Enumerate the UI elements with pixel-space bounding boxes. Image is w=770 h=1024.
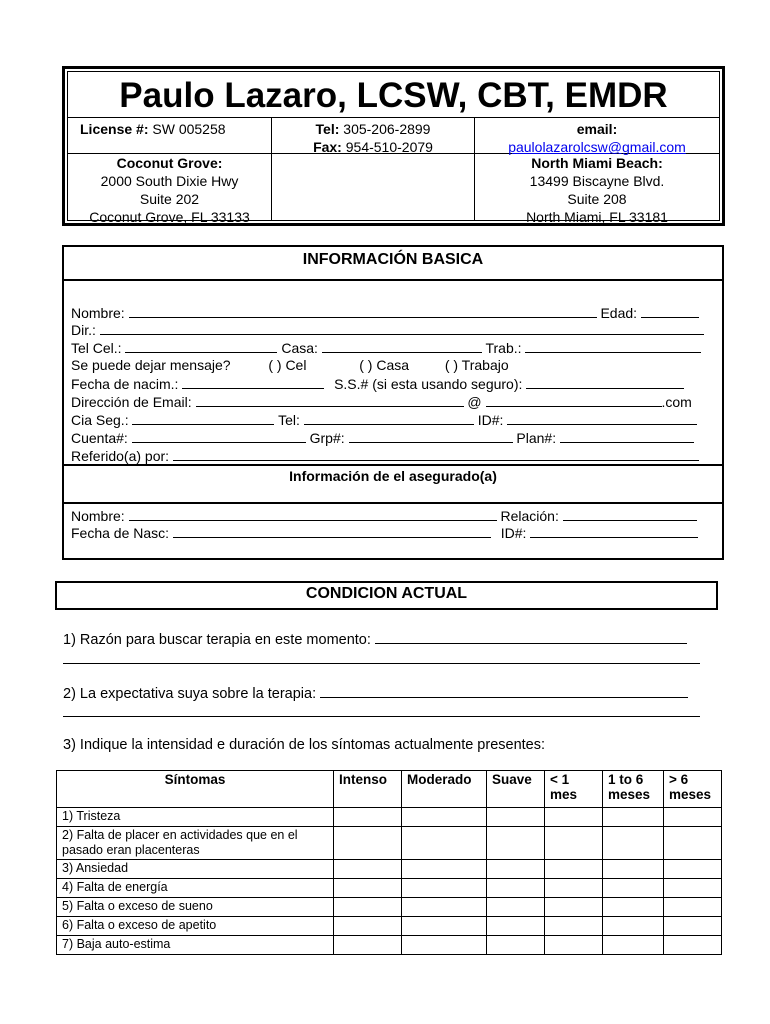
edad-field[interactable] bbox=[641, 303, 699, 318]
table-row bbox=[57, 879, 722, 898]
opt-cel-checkbox[interactable]: ( ) Cel bbox=[268, 357, 307, 373]
check-cell[interactable] bbox=[487, 860, 545, 879]
tel-cel-label: Tel Cel.: bbox=[71, 340, 122, 356]
cia-seg-label: Cia Seg.: bbox=[71, 412, 129, 428]
email-input-label: Dirección de Email: bbox=[71, 394, 192, 410]
plan-label: Plan#: bbox=[516, 430, 557, 446]
check-cell[interactable] bbox=[334, 936, 402, 955]
cuenta-label: Cuenta#: bbox=[71, 430, 128, 446]
question-2-field[interactable] bbox=[320, 683, 688, 698]
symptoms-table bbox=[56, 770, 722, 955]
email-domain-field[interactable] bbox=[486, 392, 662, 407]
check-cell[interactable] bbox=[545, 879, 603, 898]
table-row bbox=[57, 808, 722, 827]
question-1: 1) Razón para buscar terapia en este momento: bbox=[63, 632, 371, 648]
check-cell[interactable] bbox=[664, 917, 722, 936]
question-2: 2) La expectativa suya sobre la terapia: bbox=[63, 686, 317, 702]
fecha-nacim-label: Fecha de nacim.: bbox=[71, 376, 179, 392]
mensaje-label: Se puede dejar mensaje? bbox=[71, 357, 231, 373]
check-cell[interactable] bbox=[487, 827, 545, 860]
check-cell[interactable] bbox=[603, 808, 664, 827]
com-suffix: .com bbox=[661, 394, 692, 410]
insured-title: Información de el asegurado(a) bbox=[289, 468, 497, 484]
referido-field[interactable] bbox=[173, 446, 699, 461]
referido-label: Referido(a) por: bbox=[71, 448, 170, 464]
check-cell[interactable] bbox=[664, 827, 722, 860]
check-cell[interactable] bbox=[603, 898, 664, 917]
office1-line1: 2000 South Dixie Hwy bbox=[100, 173, 239, 189]
header-1to6: 1 to 6 meses bbox=[603, 771, 664, 808]
table-row bbox=[57, 917, 722, 936]
check-cell[interactable] bbox=[487, 917, 545, 936]
check-cell[interactable] bbox=[545, 860, 603, 879]
insured-fecha-field[interactable] bbox=[173, 523, 491, 538]
symptom-label: 1) Tristeza bbox=[57, 808, 334, 827]
trab-field[interactable] bbox=[525, 338, 701, 353]
edad-label: Edad: bbox=[600, 305, 638, 321]
question-2-line2[interactable] bbox=[63, 716, 700, 717]
check-cell[interactable] bbox=[334, 860, 402, 879]
table-row bbox=[57, 936, 722, 955]
header-intenso: Intenso bbox=[334, 771, 402, 808]
insured-fecha-label: Fecha de Nasc: bbox=[71, 525, 170, 541]
office1-line2: Suite 202 bbox=[139, 191, 200, 207]
header-moderado: Moderado bbox=[402, 771, 487, 808]
check-cell[interactable] bbox=[334, 917, 402, 936]
check-cell[interactable] bbox=[545, 936, 603, 955]
check-cell[interactable] bbox=[545, 808, 603, 827]
grp-label: Grp#: bbox=[309, 430, 345, 446]
license-label: License #: bbox=[80, 121, 149, 137]
check-cell[interactable] bbox=[603, 936, 664, 955]
basic-info-title: INFORMACIÓN BASICA bbox=[302, 251, 484, 268]
check-cell[interactable] bbox=[603, 879, 664, 898]
fecha-nacim-field[interactable] bbox=[182, 374, 324, 389]
casa-label: Casa: bbox=[281, 340, 318, 356]
check-cell[interactable] bbox=[664, 898, 722, 917]
check-cell[interactable] bbox=[664, 936, 722, 955]
table-row bbox=[57, 860, 722, 879]
header-suave: Suave bbox=[487, 771, 545, 808]
dir-field[interactable] bbox=[100, 320, 704, 335]
fax-value: 954-510-2079 bbox=[345, 139, 433, 155]
header-lt1: < 1 mes bbox=[545, 771, 603, 808]
check-cell[interactable] bbox=[402, 917, 487, 936]
current-condition-title: CONDICION ACTUAL bbox=[305, 585, 468, 602]
check-cell[interactable] bbox=[487, 936, 545, 955]
provider-name: Paulo Lazaro, LCSW, CBT, EMDR bbox=[119, 76, 668, 115]
table-row bbox=[57, 827, 722, 860]
ss-label: S.S.# (si esta usando seguro): bbox=[334, 376, 523, 392]
tel-label: Tel: bbox=[315, 121, 340, 137]
symptom-label: 2) Falta de placer en actividades que en el pasado eran placenteras bbox=[57, 827, 334, 860]
id-field[interactable] bbox=[507, 410, 697, 425]
symptom-label: 5) Falta o exceso de sueno bbox=[57, 898, 334, 917]
office2-name: North Miami Beach: bbox=[531, 155, 663, 171]
symptom-label: 7) Baja auto-estima bbox=[57, 936, 334, 955]
insured-id-label: ID#: bbox=[500, 525, 527, 541]
nombre-field[interactable] bbox=[129, 303, 597, 318]
email-label: email: bbox=[576, 121, 618, 137]
casa-field[interactable] bbox=[322, 338, 482, 353]
license-value: SW 005258 bbox=[152, 121, 226, 137]
question-1-line2[interactable] bbox=[63, 663, 700, 664]
table-header-row bbox=[57, 771, 722, 808]
at-sign: @ bbox=[467, 394, 482, 410]
email-link[interactable]: paulolazarolcsw@gmail.com bbox=[508, 139, 686, 155]
email-user-field[interactable] bbox=[196, 392, 464, 407]
dir-label: Dir.: bbox=[71, 322, 96, 338]
check-cell[interactable] bbox=[402, 879, 487, 898]
office2-line1: 13499 Biscayne Blvd. bbox=[529, 173, 665, 189]
relacion-field[interactable] bbox=[563, 506, 697, 521]
check-cell[interactable] bbox=[334, 827, 402, 860]
insured-nombre-field[interactable] bbox=[129, 506, 497, 521]
nombre-label: Nombre: bbox=[71, 305, 125, 321]
id-label: ID#: bbox=[477, 412, 504, 428]
check-cell[interactable] bbox=[545, 917, 603, 936]
insured-id-field[interactable] bbox=[530, 523, 698, 538]
check-cell[interactable] bbox=[402, 827, 487, 860]
symptom-label: 4) Falta de energía bbox=[57, 879, 334, 898]
cia-tel-label: Tel: bbox=[278, 412, 300, 428]
office1-name: Coconut Grove: bbox=[116, 155, 223, 171]
check-cell[interactable] bbox=[402, 936, 487, 955]
cia-tel-field[interactable] bbox=[304, 410, 474, 425]
check-cell[interactable] bbox=[603, 917, 664, 936]
plan-field[interactable] bbox=[560, 428, 694, 443]
question-3: 3) Indique la intensidad e duración de los síntomas actualmente presentes: bbox=[63, 737, 546, 753]
check-cell[interactable] bbox=[334, 879, 402, 898]
table-row bbox=[57, 898, 722, 917]
office1-line3: Coconut Grove, FL 33133 bbox=[89, 209, 250, 225]
cuenta-field[interactable] bbox=[132, 428, 306, 443]
check-cell[interactable] bbox=[664, 860, 722, 879]
check-cell[interactable] bbox=[334, 808, 402, 827]
ss-field[interactable] bbox=[526, 374, 684, 389]
grp-field[interactable] bbox=[349, 428, 513, 443]
check-cell[interactable] bbox=[487, 898, 545, 917]
check-cell[interactable] bbox=[487, 879, 545, 898]
header-gt6: > 6 meses bbox=[664, 771, 722, 808]
relacion-label: Relación: bbox=[500, 508, 559, 524]
check-cell[interactable] bbox=[603, 860, 664, 879]
cia-seg-field[interactable] bbox=[132, 410, 274, 425]
check-cell[interactable] bbox=[402, 860, 487, 879]
check-cell[interactable] bbox=[545, 827, 603, 860]
check-cell[interactable] bbox=[334, 898, 402, 917]
office2-line2: Suite 208 bbox=[567, 191, 627, 207]
trab-label: Trab.: bbox=[485, 340, 522, 356]
question-1-field[interactable] bbox=[375, 629, 687, 644]
check-cell[interactable] bbox=[664, 808, 722, 827]
fax-label: Fax: bbox=[313, 139, 342, 155]
check-cell[interactable] bbox=[402, 808, 487, 827]
check-cell[interactable] bbox=[402, 898, 487, 917]
insured-nombre-label: Nombre: bbox=[71, 508, 125, 524]
symptom-label: 6) Falta o exceso de apetito bbox=[57, 917, 334, 936]
header-sintomas: Síntomas bbox=[57, 771, 334, 808]
opt-trabajo-checkbox[interactable]: ( ) Trabajo bbox=[444, 357, 509, 373]
symptom-label: 3) Ansiedad bbox=[57, 860, 334, 879]
check-cell[interactable] bbox=[664, 879, 722, 898]
check-cell[interactable] bbox=[545, 898, 603, 917]
opt-casa-checkbox[interactable]: ( ) Casa bbox=[359, 357, 410, 373]
office2-line3: North Miami, FL 33181 bbox=[526, 209, 668, 225]
check-cell[interactable] bbox=[487, 808, 545, 827]
tel-cel-field[interactable] bbox=[125, 338, 277, 353]
check-cell[interactable] bbox=[603, 827, 664, 860]
provider-header bbox=[62, 66, 725, 226]
tel-value: 305-206-2899 bbox=[343, 121, 431, 137]
